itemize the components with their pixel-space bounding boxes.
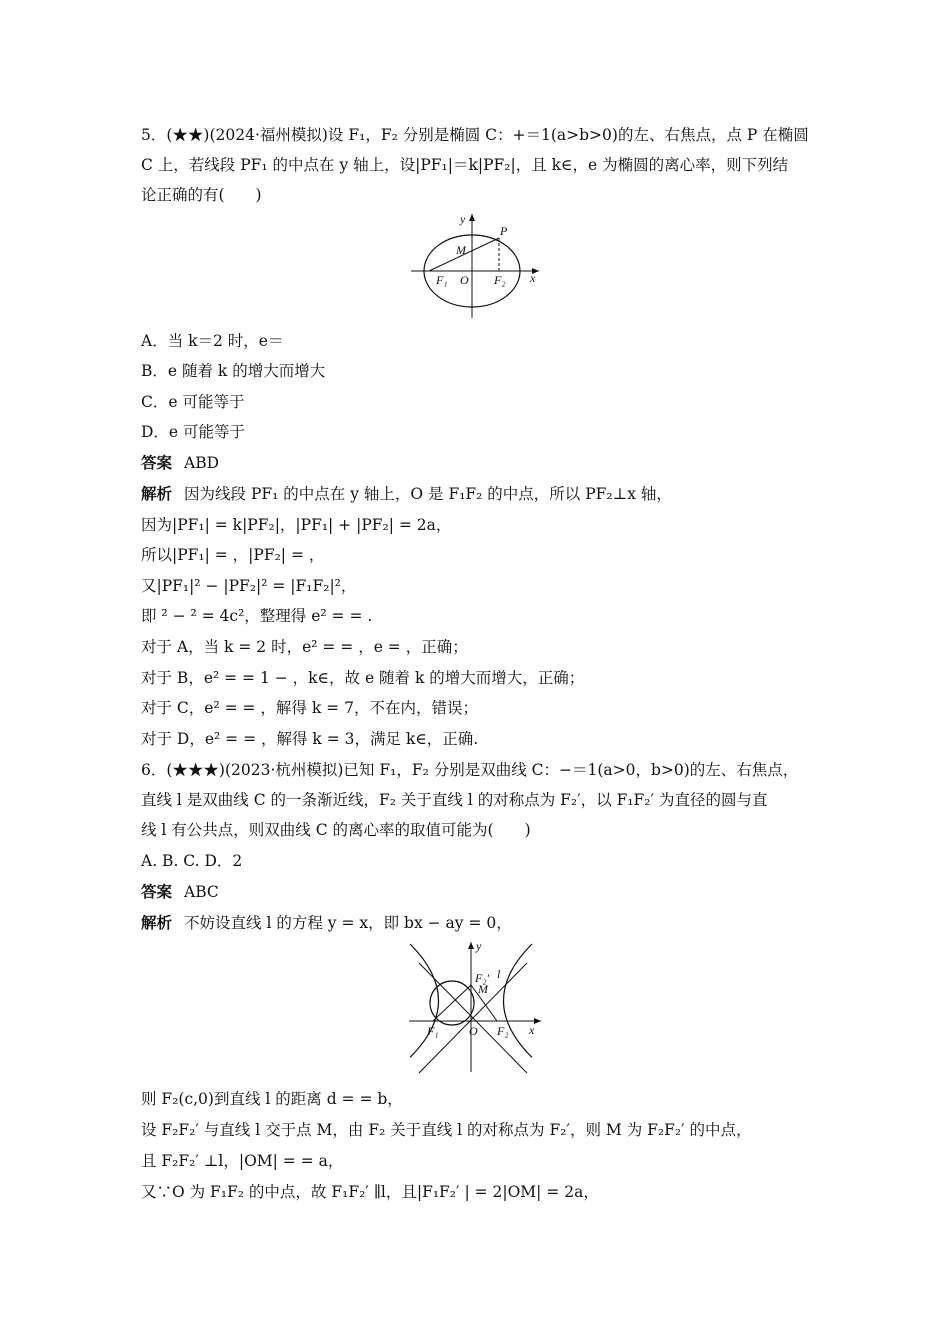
q5-analysis-line-8: 对于 C，e² = = ，解得 k = 7，不在内，错误； <box>141 699 478 717</box>
hyperbola-f2-label: F₂ <box>497 1024 509 1038</box>
ellipse-y-label: y <box>460 212 466 226</box>
ellipse-x-label: x <box>530 271 536 285</box>
q5-analysis-line-6: 对于 A，当 k = 2 时，e² = = ，e = ，正确； <box>141 638 468 656</box>
q5-answer-value: ABD <box>184 454 220 472</box>
q6-stem-line-2: 直线 l 是双曲线 C 的一条渐近线，F₂ 关于直线 l 的对称点为 F₂′，以 F₁F₂′ 为直径的圆与直 <box>141 791 768 809</box>
q5-stem-line-2: C 上，若线段 PF₁ 的中点在 y 轴上，设|PF₁|＝k|PF₂|，且 k∈，e 为椭圆的离心率，则下列结 <box>141 156 789 174</box>
q5-analysis-line-4: 又|PF₁|² − |PF₂|² = |F₁F₂|²， <box>141 577 357 595</box>
q5-stem-line-3: 论正确的有( ) <box>141 186 262 204</box>
q5-analysis-line-9: 对于 D，e² = = ，解得 k = 3，满足 k∈，正确. <box>141 730 479 748</box>
q5-option-b: B．e 随着 k 的增大而增大 <box>141 362 326 380</box>
q5-analysis-line-7: 对于 B，e² = = 1 − ，k∈，故 e 随着 k 的增大而增大，正确； <box>141 669 585 687</box>
q5-answer-row <box>141 453 219 473</box>
q5-answer-label: 答案 <box>141 453 173 472</box>
q6-answer-row <box>141 882 219 902</box>
ellipse-f2-label: F₂ <box>494 273 506 287</box>
q6-options: A. B. C. D．2 <box>141 852 243 870</box>
q6-analysis-line-5: 又∵O 为 F₁F₂ 的中点，故 F₁F₂′ ∥l，且|F₁F₂′ | = 2|OM| = 2a， <box>141 1183 599 1201</box>
q6-analysis-line-3: 设 F₂F₂′ 与直线 l 交于点 M，由 F₂ 关于直线 l 的对称点为 F₂′，则 M 为 F₂F₂′ 的中点， <box>141 1121 752 1139</box>
q5-analysis-line-3: 所以|PF₁| = ，|PF₂| = ， <box>141 546 325 564</box>
q5-analysis-label: 解析 <box>141 484 173 503</box>
hyperbola-figure <box>405 938 545 1074</box>
q6-analysis-label: 解析 <box>141 913 173 932</box>
q6-answer-value: ABC <box>184 883 219 901</box>
hyperbola-l-label: l <box>497 967 501 981</box>
q5-option-a: A．当 k＝2 时，e＝ <box>141 332 284 350</box>
q6-analysis-line-4: 且 F₂F₂′ ⊥l，|OM| = = a， <box>141 1152 344 1170</box>
ellipse-f1-label: F₁ <box>436 273 448 287</box>
hyperbola-f2prime-label: F₂′ <box>475 971 490 985</box>
q6-stem-line-1: 6．(★★★)(2023·杭州模拟)已知 F₁，F₂ 分别是双曲线 C：−＝1(a>0，b>0)的左、右焦点， <box>141 761 799 779</box>
ellipse-m-label: M <box>456 243 466 257</box>
ellipse-p-label: P <box>500 224 508 238</box>
hyperbola-o-label: O <box>469 1024 478 1038</box>
q6-stem-line-3: 线 l 有公共点，则双曲线 C 的离心率的取值可能为( ) <box>141 821 531 839</box>
q6-analysis-line-2: 则 F₂(c,0)到直线 l 的距离 d = = b， <box>141 1090 403 1108</box>
ellipse-figure <box>405 210 545 320</box>
q5-analysis-line-5: 即 ² − ² = 4c²，整理得 e² = = . <box>141 607 373 625</box>
hyperbola-f1-label: F₁ <box>427 1024 439 1038</box>
hyperbola-y-label: y <box>476 939 482 953</box>
hyperbola-m-label: M <box>478 982 488 996</box>
q5-analysis-row <box>141 484 672 504</box>
q6-answer-label: 答案 <box>141 882 173 901</box>
hyperbola-x-label: x <box>529 1023 535 1037</box>
q5-analysis-line-1: 因为线段 PF₁ 的中点在 y 轴上，O 是 F₁F₂ 的中点，所以 PF₂⊥x 轴， <box>184 485 672 503</box>
q5-stem-line-1: 5．(★★)(2024·福州模拟)设 F₁，F₂ 分别是椭圆 C：+＝1(a>b>0)的左、右焦点，点 P 在椭圆 <box>141 126 809 144</box>
q5-analysis-line-2: 因为|PF₁| = k|PF₂|，|PF₁| + |PF₂| = 2a， <box>141 516 452 534</box>
q6-analysis-row <box>141 913 512 933</box>
ellipse-o-label: O <box>460 273 469 287</box>
q5-option-d: D．e 可能等于 <box>141 423 246 441</box>
q5-option-c: C．e 可能等于 <box>141 393 245 411</box>
q6-analysis-line-1: 不妨设直线 l 的方程 y = x，即 bx − ay = 0， <box>184 914 512 932</box>
